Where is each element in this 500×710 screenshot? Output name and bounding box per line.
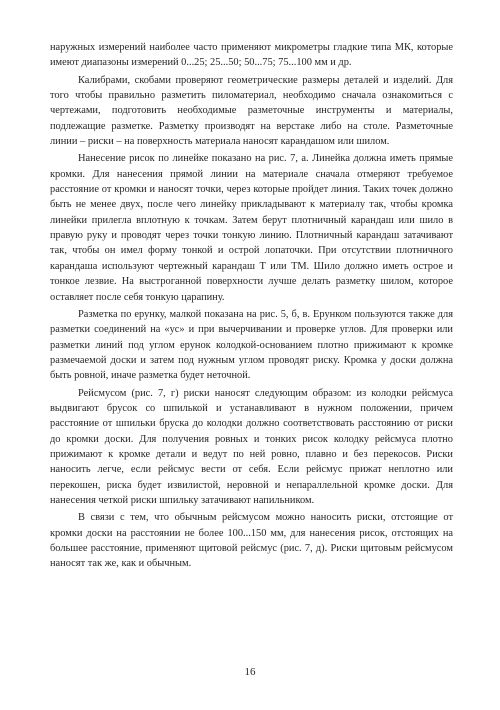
page-number: 16 <box>244 666 256 678</box>
paragraph-2: Калибрами, скобами проверяют геометрические размеры деталей и изделий. Для того чтобы правильно разметить пиломатериал, необходимо сначала ознакомиться с чертежами, подготовить необходимые разметочные инструменты и материалы, подлежащие разметке. Разметку производят на верстаке либо на столе. Разметочные линии – риски – на поверхность материала наносят карандашом или шилом. <box>50 74 453 148</box>
paragraph-4: Разметка по ерунку, малкой показана на рис. 5, б, в. Ерунком пользуются также для разметки соединений на «ус» и при вычерчивании и проверке углов. Для проверки или разметки линий под углом ерунок колодкой-основанием плотно прижимают к кромке размечаемой доски и затем под нужным углом проводят риску. Кромка у доски должна быть ровной, иначе разметка будет неточной. <box>50 308 453 382</box>
paragraph-1: наружных измерений наиболее часто применяют микрометры гладкие типа МК, которые имеют диапазоны измерений 0...25; 25...50; 50...75; 75...100 мм и др. <box>50 42 453 69</box>
paragraph-5: Рейсмусом (рис. 7, г) риски наносят следующим образом: из колодки рейсмуса выдвигают брусок со шпилькой и устанавливают в нужном положении, причем расстояние от шпильки бруска до колодки должно соответствовать расстоянию от риски до кромки доски. Для получения ровных и тонких рисок колодку рейсмуса плотно прижимают к кромке детали и ведут по ней ровно, плавно и без перекосов. Риски наносить легче, если рейсмус вести от себя. Если рейсмус прижат неплотно или перекошен, риска будет извилистой, неровной и непараллельной кромке доски. Для нанесения четкой риски шпильку затачивают напильником. <box>50 387 453 506</box>
body-text <box>50 40 453 572</box>
paragraph-6: В связи с тем, что обычным рейсмусом можно наносить риски, отстоящие от кромки доски на расстоянии не более 100...150 мм, для нанесения рисок, отстоящих на большее расстояние, применяют щитовой рейсмус (рис. 7, д). Риски щитовым рейсмусом наносят так же, как и обычным. <box>50 512 453 570</box>
paragraph-3: Нанесение рисок по линейке показано на рис. 7, а. Линейка должна иметь прямые кромки. Для нанесения прямой линии на материале сначала отмеряют требуемое расстояние от кромки и наносят точки, через которые пройдет линия. Таких точек должно быть не менее двух, после чего линейку прикладывают к материалу так, чтобы кромка линейки прилегла вплотную к точкам. Затем берут плотничный карандаш или шило в правую руку и проводят через точки тонкую линию. Плотничный карандаш затачивают так, чтобы он имел форму тонкой и острой лопаточки. При отсутствии плотничного карандаша используют чертежный карандаш Т или ТМ. Шило должно иметь острое и тонкое лезвие. На выстроганной поверхности лучше делать разметку шилом, которое оставляет после себя тонкую царапину. <box>50 153 453 303</box>
